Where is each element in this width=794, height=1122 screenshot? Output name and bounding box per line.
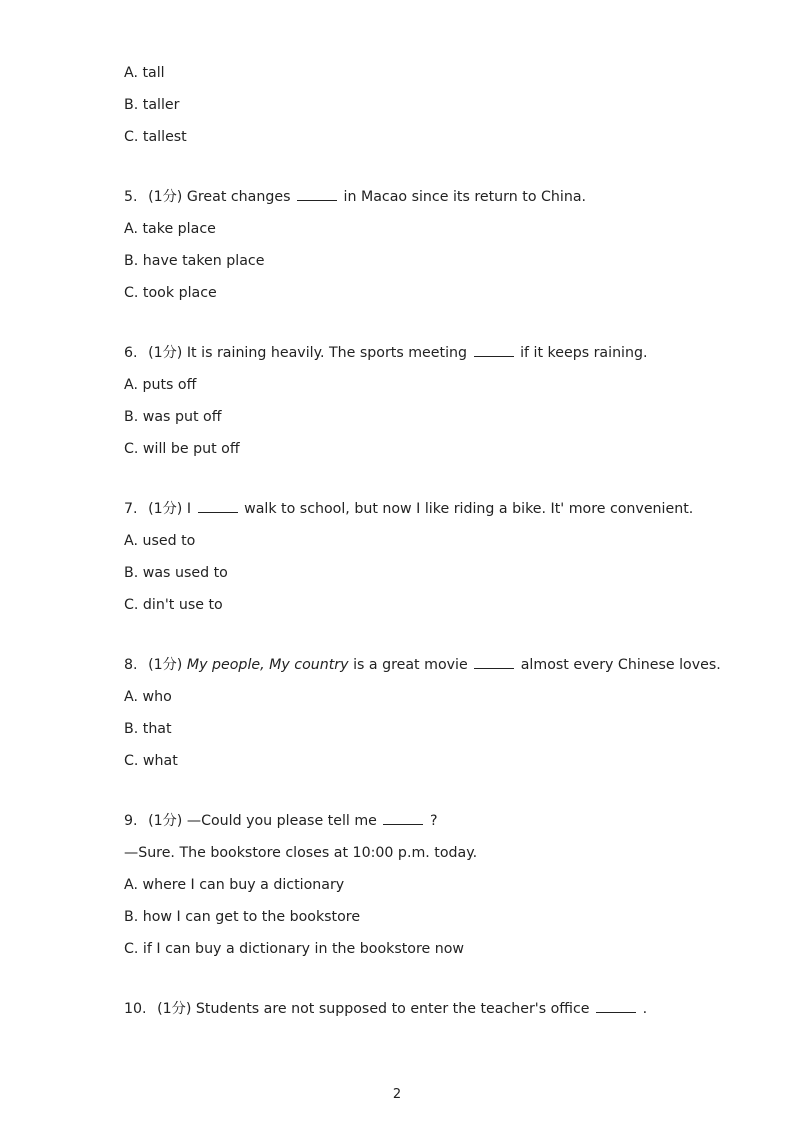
- q8-option-b: B. that: [124, 721, 172, 737]
- q8-text-before: is a great movie: [353, 657, 468, 673]
- q7-option-c: C. din't use to: [124, 597, 223, 613]
- q9-option-c: C. if I can buy a dictionary in the bookstore now: [124, 941, 465, 957]
- q8-number: 8.: [124, 657, 138, 673]
- q5-text-before: Great changes: [186, 189, 291, 205]
- q8-score: (1分): [148, 657, 183, 673]
- q9-reply: —Sure. The bookstore closes at 10:00 p.m. today.: [124, 845, 478, 861]
- q9-score: (1分): [148, 813, 183, 829]
- question-9: [124, 812, 437, 830]
- q8-movie-title: My people, My country: [186, 657, 349, 673]
- question-5: [124, 188, 586, 206]
- q7-option-a: A. used to: [124, 533, 196, 549]
- q10-number: 10.: [124, 1001, 147, 1017]
- q8-text-after: almost every Chinese loves.: [520, 657, 721, 673]
- q5-option-b: B. have taken place: [124, 253, 265, 269]
- q6-score: (1分): [148, 345, 183, 361]
- q10-blank: [596, 1000, 636, 1013]
- q6-blank: [474, 344, 514, 357]
- q8-option-a: A. who: [124, 689, 172, 705]
- question-6: [124, 344, 648, 362]
- question-7: [124, 500, 693, 518]
- q4-option-b: B. taller: [124, 97, 180, 113]
- q9-text-after: ?: [429, 813, 438, 829]
- q5-number: 5.: [124, 189, 138, 205]
- q6-option-c: C. will be put off: [124, 441, 240, 457]
- q5-blank: [297, 188, 337, 201]
- q7-blank: [198, 500, 238, 513]
- q9-number: 9.: [124, 813, 138, 829]
- page-number: 2: [392, 1087, 402, 1102]
- q7-number: 7.: [124, 501, 138, 517]
- q6-text-after: if it keeps raining.: [520, 345, 648, 361]
- q4-option-c: C. tallest: [124, 129, 187, 145]
- q9-option-a: A. where I can buy a dictionary: [124, 877, 345, 893]
- q6-option-b: B. was put off: [124, 409, 222, 425]
- q5-option-c: C. took place: [124, 285, 217, 301]
- question-8: [124, 656, 721, 674]
- q4-option-a: A. tall: [124, 65, 165, 81]
- q6-text-before: It is raining heavily. The sports meeting: [186, 345, 468, 361]
- q5-option-a: A. take place: [124, 221, 216, 237]
- q5-score: (1分): [148, 189, 183, 205]
- q7-option-b: B. was used to: [124, 565, 228, 581]
- question-10: [124, 1000, 647, 1018]
- q9-blank: [383, 812, 423, 825]
- q6-number: 6.: [124, 345, 138, 361]
- q10-text-after: .: [642, 1001, 648, 1017]
- q10-text-before: Students are not supposed to enter the teacher's office: [195, 1001, 590, 1017]
- q9-text-before: —Could you please tell me: [186, 813, 377, 829]
- q6-option-a: A. puts off: [124, 377, 197, 393]
- q5-text-after: in Macao since its return to China.: [343, 189, 587, 205]
- q8-blank: [474, 656, 514, 669]
- q7-score: (1分): [148, 501, 183, 517]
- q7-text-after: walk to school, but now I like riding a bike. It' more convenient.: [244, 501, 694, 517]
- q8-option-c: C. what: [124, 753, 178, 769]
- q10-score: (1分): [157, 1001, 192, 1017]
- q9-option-b: B. how I can get to the bookstore: [124, 909, 361, 925]
- q7-text-before: I: [186, 501, 192, 517]
